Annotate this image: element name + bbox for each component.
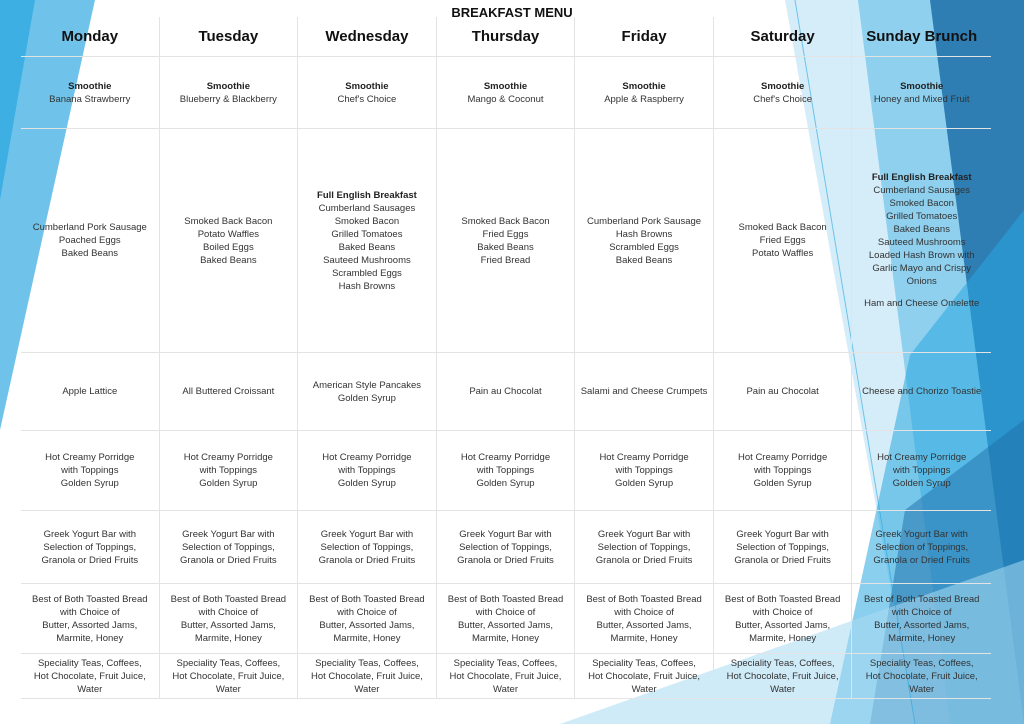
drinks-line: Water	[215, 683, 241, 695]
toast-line: Marmite, Honey	[610, 632, 678, 644]
toast-line: with Choice of	[59, 606, 120, 618]
toast-line: Best of Both Toasted Bread	[309, 593, 425, 605]
yogurt-line: Greek Yogurt Bar with	[736, 528, 829, 540]
hot-breakfast-cell	[298, 129, 437, 353]
toast-line: with Choice of	[475, 606, 536, 618]
hot-breakfast-item: Smoked Back Bacon	[461, 215, 550, 227]
hot-breakfast-item: Cumberland Sausages	[318, 202, 416, 214]
porridge-line: Hot Creamy Porridge	[45, 452, 135, 463]
drinks-line: Water	[354, 683, 380, 695]
yogurt-line: Greek Yogurt Bar with	[875, 528, 968, 540]
porridge-line: with Toppings	[893, 465, 951, 476]
hot-breakfast-item: Smoked Bacon	[889, 198, 954, 209]
day-name: Sunday Brunch	[866, 28, 978, 45]
porridge-line: with Toppings	[615, 465, 673, 476]
toast-line: Butter, Assorted Jams,	[457, 619, 554, 631]
toast-cell	[298, 584, 437, 654]
toast-line: Marmite, Honey	[888, 632, 956, 644]
porridge-line: Hot Creamy Porridge	[599, 452, 689, 463]
toast-line: Best of Both Toasted Bread	[170, 593, 287, 605]
porridge-line: Hot Creamy Porridge	[322, 452, 412, 463]
hot-breakfast-cell	[160, 129, 299, 353]
drinks-line: Speciality Teas, Coffees,	[869, 657, 974, 669]
hot-breakfast-item: Baked Beans	[338, 241, 396, 253]
porridge-line: Hot Creamy Porridge	[877, 452, 967, 463]
smoothie-flavor: Honey and Mixed Fruit	[873, 93, 970, 105]
hot-breakfast-item: Garlic Mayo and Crispy	[872, 263, 972, 274]
toast-line: Butter, Assorted Jams,	[319, 619, 415, 631]
drinks-cell	[21, 654, 160, 699]
drinks-line: Hot Chocolate, Fruit Juice,	[33, 670, 146, 682]
yogurt-bar-cell	[437, 511, 576, 584]
porridge-line: Golden Syrup	[60, 478, 119, 489]
smoothie-cell	[714, 57, 853, 129]
smoothie-label: Smoothie	[68, 80, 112, 92]
drinks-line: Speciality Teas, Coffees,	[176, 657, 281, 669]
pastry-cell	[852, 353, 991, 431]
yogurt-line: Granola or Dried Fruits	[180, 554, 277, 566]
smoothie-cell	[852, 57, 991, 129]
day-name: Thursday	[471, 28, 540, 45]
drinks-cell	[437, 654, 576, 699]
hot-breakfast-item: Cumberland Pork Sausage	[32, 222, 147, 233]
smoothie-cell	[160, 57, 299, 129]
toast-line: with Choice of	[752, 606, 813, 618]
toast-line: Butter, Assorted Jams,	[874, 619, 970, 631]
yogurt-bar-cell	[852, 511, 991, 584]
toast-line: Best of Both Toasted Bread	[32, 593, 148, 605]
yogurt-line: Greek Yogurt Bar with	[459, 528, 552, 540]
toast-line: Best of Both Toasted Bread	[447, 593, 564, 605]
hot-breakfast-item: Grilled Tomatoes	[886, 211, 958, 222]
yogurt-line: Selection of Toppings,	[875, 541, 969, 553]
pastry-line: American Style Pancakes	[312, 379, 422, 391]
smoothie-label: Smoothie	[206, 80, 250, 92]
toast-line: Marmite, Honey	[194, 632, 262, 644]
smoothie-flavor: Apple & Raspberry	[604, 93, 684, 105]
drinks-line: Hot Chocolate, Fruit Juice,	[865, 670, 978, 682]
pastry-line: Golden Syrup	[337, 392, 396, 404]
hot-breakfast-extra: Ham and Cheese Omelette	[864, 298, 980, 309]
smoothie-label: Smoothie	[483, 80, 528, 92]
yogurt-bar-cell	[160, 511, 299, 584]
drinks-line: Water	[631, 683, 657, 695]
hot-breakfast-item: Potato Waffles	[197, 228, 259, 240]
porridge-cell	[437, 431, 576, 511]
pastry-cell	[160, 353, 299, 431]
hot-breakfast-cell	[21, 129, 160, 353]
porridge-line: Golden Syrup	[892, 478, 951, 489]
drinks-line: Water	[77, 683, 103, 695]
toast-line: Marmite, Honey	[56, 632, 124, 644]
day-name: Saturday	[750, 28, 815, 45]
hot-breakfast-item: Smoked Back Bacon	[738, 222, 827, 233]
hot-breakfast-item: Smoked Back Bacon	[184, 215, 273, 227]
pastry-line: Pain au Chocolat	[746, 386, 819, 397]
toast-line: with Choice of	[337, 606, 397, 618]
drinks-line: Speciality Teas, Coffees,	[453, 657, 558, 669]
hot-breakfast-cell	[437, 129, 576, 353]
drinks-line: Hot Chocolate, Fruit Juice,	[449, 670, 562, 682]
hot-breakfast-item: Scrambled Eggs	[332, 267, 402, 279]
hot-breakfast-cell	[714, 129, 853, 353]
smoothie-flavor: Chef's Choice	[337, 93, 397, 105]
porridge-cell	[298, 431, 437, 511]
yogurt-bar-cell	[714, 511, 853, 584]
porridge-line: Golden Syrup	[476, 478, 535, 489]
pastry-line: Salami and Cheese Crumpets	[580, 386, 708, 397]
yogurt-line: Granola or Dried Fruits	[457, 554, 554, 566]
porridge-cell	[160, 431, 299, 511]
toast-line: Marmite, Honey	[333, 632, 401, 644]
porridge-line: with Toppings	[476, 465, 535, 476]
porridge-line: Golden Syrup	[337, 478, 396, 489]
hot-breakfast-item: Fried Bread	[480, 254, 531, 266]
yogurt-line: Selection of Toppings,	[597, 541, 691, 553]
toast-line: Butter, Assorted Jams,	[596, 619, 692, 631]
day-header	[714, 17, 853, 57]
drinks-line: Speciality Teas, Coffees,	[315, 657, 419, 669]
hot-breakfast-item: Onions	[906, 276, 937, 287]
hot-breakfast-item: Poached Eggs	[58, 235, 121, 246]
hot-breakfast-item: Hash Browns	[338, 280, 396, 292]
porridge-line: with Toppings	[61, 465, 119, 476]
drinks-line: Water	[909, 683, 935, 695]
pastry-line: Apple Lattice	[62, 386, 118, 397]
porridge-line: with Toppings	[199, 465, 258, 476]
toast-line: Butter, Assorted Jams,	[180, 619, 276, 631]
porridge-cell	[714, 431, 853, 511]
day-header	[160, 17, 299, 57]
drinks-line: Speciality Teas, Coffees,	[37, 657, 142, 669]
hot-breakfast-item: Grilled Tomatoes	[331, 228, 403, 240]
smoothie-cell	[575, 57, 714, 129]
drinks-line: Water	[493, 683, 518, 695]
porridge-line: Hot Creamy Porridge	[738, 452, 828, 463]
yogurt-line: Selection of Toppings,	[320, 541, 414, 553]
smoothie-label: Smoothie	[760, 80, 805, 92]
pastry-cell	[437, 353, 576, 431]
yogurt-bar-cell	[298, 511, 437, 584]
toast-line: Best of Both Toasted Bread	[724, 593, 841, 605]
hot-breakfast-title: Full English Breakfast	[871, 172, 972, 183]
day-header	[298, 17, 437, 57]
day-header	[21, 17, 160, 57]
yogurt-line: Granola or Dried Fruits	[318, 554, 416, 566]
pastry-line: Cheese and Chorizo Toastie	[862, 386, 982, 397]
porridge-cell	[852, 431, 991, 511]
toast-cell	[852, 584, 991, 654]
yogurt-bar-cell	[21, 511, 160, 584]
toast-line: with Choice of	[614, 606, 674, 618]
porridge-cell	[575, 431, 714, 511]
drinks-cell	[852, 654, 991, 699]
menu-title: BREAKFAST MENU	[451, 5, 573, 20]
hot-breakfast-item: Baked Beans	[61, 248, 119, 259]
porridge-line: Hot Creamy Porridge	[460, 452, 551, 463]
drinks-cell	[298, 654, 437, 699]
toast-cell	[437, 584, 576, 654]
smoothie-cell	[21, 57, 160, 129]
smoothie-cell	[437, 57, 576, 129]
hot-breakfast-item: Sauteed Mushrooms	[323, 254, 411, 266]
toast-line: Butter, Assorted Jams,	[735, 619, 831, 631]
yogurt-line: Greek Yogurt Bar with	[320, 528, 414, 540]
drinks-line: Speciality Teas, Coffees,	[730, 657, 835, 669]
toast-cell	[714, 584, 853, 654]
hot-breakfast-cell	[852, 129, 991, 353]
hot-breakfast-item: Smoked Bacon	[334, 215, 400, 227]
yogurt-line: Greek Yogurt Bar with	[182, 528, 275, 540]
smoothie-flavor: Chef's Choice	[753, 93, 813, 105]
toast-line: with Choice of	[891, 606, 952, 618]
yogurt-line: Selection of Toppings,	[181, 541, 275, 553]
pastry-cell	[714, 353, 853, 431]
smoothie-cell	[298, 57, 437, 129]
pastry-line: Pain au Chocolat	[469, 386, 542, 397]
hot-breakfast-item: Cumberland Sausages	[873, 185, 971, 196]
drinks-cell	[714, 654, 853, 699]
hot-breakfast-item: Baked Beans	[200, 254, 257, 266]
hot-breakfast-item: Baked Beans	[893, 224, 950, 235]
hot-breakfast-item: Baked Beans	[477, 241, 534, 253]
pastry-cell	[298, 353, 437, 431]
hot-breakfast-title: Full English Breakfast	[317, 189, 417, 201]
toast-line: Best of Both Toasted Bread	[863, 593, 980, 605]
drinks-line: Speciality Teas, Coffees,	[592, 657, 696, 669]
toast-line: with Choice of	[198, 606, 259, 618]
smoothie-flavor: Blueberry & Blackberry	[179, 93, 277, 105]
toast-line: Butter, Assorted Jams,	[42, 619, 138, 631]
day-header	[575, 17, 714, 57]
menu-grid	[21, 17, 991, 699]
yogurt-line: Granola or Dried Fruits	[873, 554, 971, 566]
drinks-line: Hot Chocolate, Fruit Juice,	[588, 670, 701, 682]
porridge-line: with Toppings	[753, 465, 812, 476]
smoothie-flavor: Banana Strawberry	[49, 93, 131, 105]
drinks-cell	[160, 654, 299, 699]
toast-cell	[160, 584, 299, 654]
hot-breakfast-item: Scrambled Eggs	[609, 241, 679, 253]
yogurt-line: Granola or Dried Fruits	[41, 554, 139, 566]
drinks-line: Hot Chocolate, Fruit Juice,	[172, 670, 285, 682]
hot-breakfast-item: Cumberland Pork Sausage	[587, 215, 702, 227]
porridge-line: Hot Creamy Porridge	[183, 452, 273, 463]
day-name: Wednesday	[325, 28, 409, 45]
yogurt-line: Greek Yogurt Bar with	[43, 528, 136, 540]
hot-breakfast-item: Baked Beans	[615, 254, 673, 266]
porridge-cell	[21, 431, 160, 511]
toast-line: Marmite, Honey	[749, 632, 817, 644]
yogurt-bar-cell	[575, 511, 714, 584]
day-name: Friday	[621, 28, 667, 45]
hot-breakfast-item: Sauteed Mushrooms	[877, 237, 966, 248]
smoothie-flavor: Mango & Coconut	[467, 93, 544, 105]
hot-breakfast-item: Hash Browns	[615, 228, 673, 240]
porridge-line: with Toppings	[338, 465, 396, 476]
hot-breakfast-item: Potato Waffles	[752, 248, 814, 259]
day-name: Tuesday	[198, 28, 259, 45]
pastry-cell	[575, 353, 714, 431]
day-header	[437, 17, 576, 57]
drinks-line: Water	[770, 683, 796, 695]
yogurt-line: Greek Yogurt Bar with	[597, 528, 691, 540]
drinks-line: Hot Chocolate, Fruit Juice,	[726, 670, 839, 682]
toast-cell	[21, 584, 160, 654]
day-name: Monday	[61, 28, 119, 45]
toast-line: Best of Both Toasted Bread	[586, 593, 702, 605]
pastry-cell	[21, 353, 160, 431]
day-header	[852, 17, 991, 57]
yogurt-line: Selection of Toppings,	[43, 541, 137, 553]
hot-breakfast-item: Fried Eggs	[482, 228, 529, 240]
smoothie-label: Smoothie	[622, 80, 666, 92]
pastry-line: All Buttered Croissant	[182, 386, 275, 397]
hot-breakfast-cell	[575, 129, 714, 353]
drinks-line: Hot Chocolate, Fruit Juice,	[310, 670, 423, 682]
smoothie-label: Smoothie	[900, 80, 944, 92]
porridge-line: Golden Syrup	[753, 478, 812, 489]
hot-breakfast-item: Fried Eggs	[759, 235, 806, 246]
toast-cell	[575, 584, 714, 654]
yogurt-line: Granola or Dried Fruits	[734, 554, 831, 566]
drinks-cell	[575, 654, 714, 699]
toast-line: Marmite, Honey	[471, 632, 540, 644]
hot-breakfast-item: Boiled Eggs	[203, 241, 254, 253]
yogurt-line: Selection of Toppings,	[459, 541, 552, 553]
yogurt-line: Granola or Dried Fruits	[595, 554, 693, 566]
smoothie-label: Smoothie	[345, 80, 389, 92]
porridge-line: Golden Syrup	[199, 478, 258, 489]
yogurt-line: Selection of Toppings,	[736, 541, 830, 553]
porridge-line: Golden Syrup	[615, 478, 674, 489]
hot-breakfast-item: Loaded Hash Brown with	[868, 250, 975, 261]
